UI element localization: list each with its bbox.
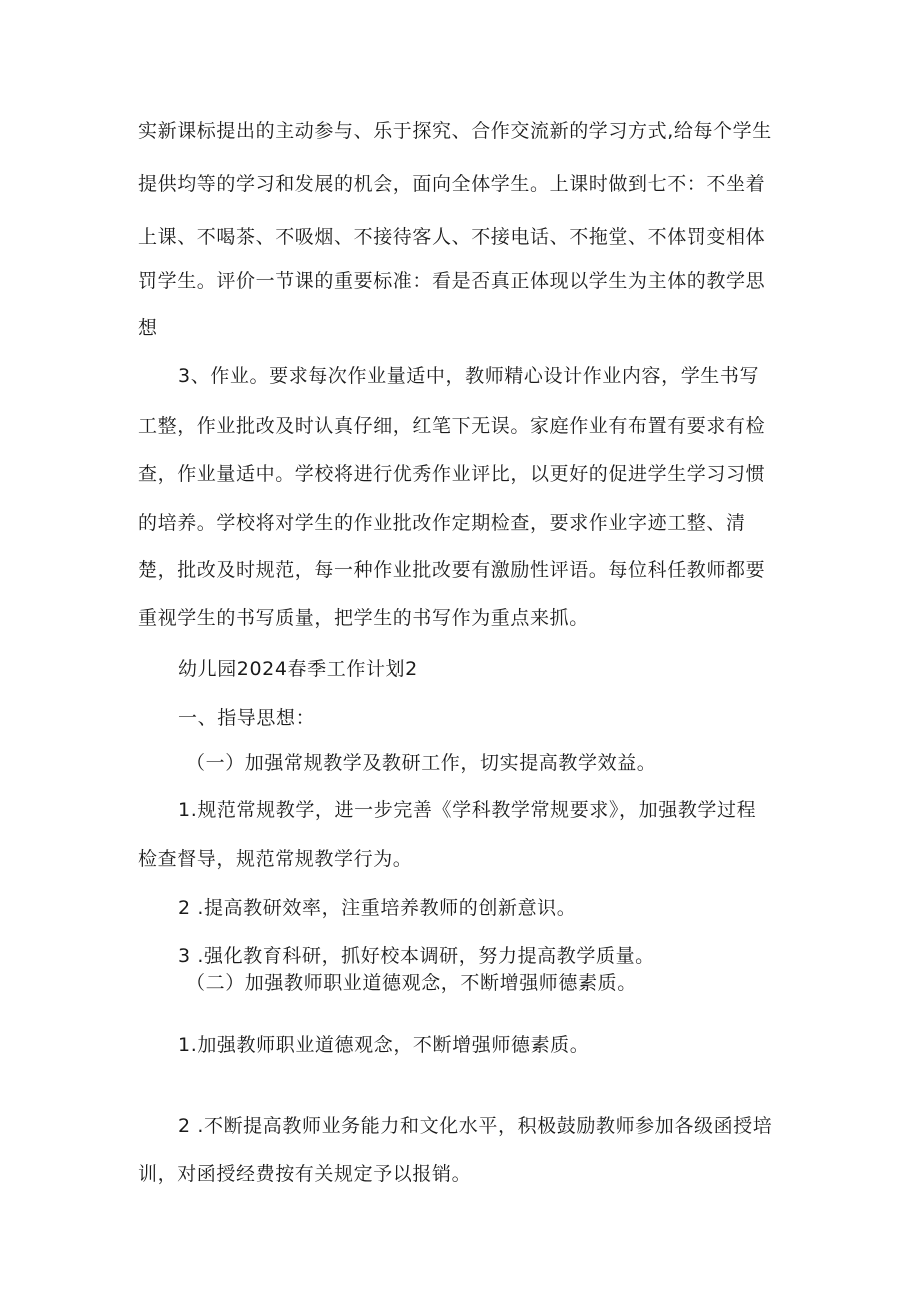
paragraph-line: 上课、不喝茶、不吸烟、不接待客人、不接电话、不拖堂、不体罚变相体 — [138, 226, 766, 248]
paragraph-line: 楚，批改及时规范，每一种作业批改要有激励性评语。每位科任教师都要 — [138, 559, 766, 581]
paragraph-line: 的培养。学校将对学生的作业批改作定期检查，要求作业字迹工整、清 — [138, 512, 746, 534]
list-item: 3 .强化教育科研，抓好校本调研，努力提高教学质量。 — [178, 945, 655, 967]
paragraph-line: 实新课标提出的主动参与、乐于探究、合作交流新的学习方式,给每个学生 — [138, 120, 772, 142]
paragraph-line: 想 — [138, 317, 158, 339]
list-item: 1.规范常规教学，进一步完善《学科教学常规要求》，加强教学过程 — [178, 799, 757, 821]
list-item: 1.加强教师职业道德观念，不断增强师德素质。 — [178, 1034, 590, 1056]
paragraph-line: 检查督导，规范常规教学行为。 — [138, 848, 413, 870]
paragraph-line: 3、作业。要求每次作业量适中，教师精心设计作业内容，学生书写 — [178, 365, 760, 387]
list-item: 2 .提高教研效率，注重培养教师的创新意识。 — [178, 897, 577, 919]
paragraph-line: 提供均等的学习和发展的机会，面向全体学生。上课时做到七不：不坐着 — [138, 173, 766, 195]
paragraph-line: 罚学生。评价一节课的重要标准：看是否真正体现以学生为主体的教学思 — [138, 270, 766, 292]
subheading-one: （一）加强常规教学及教研工作，切实提高教学效益。 — [186, 752, 657, 774]
list-item: 2 .不断提高教师业务能力和文化水平，积极鼓励教师参加各级函授培 — [178, 1115, 773, 1137]
paragraph-line: 训，对函授经费按有关规定予以报销。 — [138, 1163, 472, 1185]
section-title: 幼儿园2024春季工作计划2 — [178, 658, 418, 680]
paragraph-line: 重视学生的书写质量，把学生的书写作为重点来抓。 — [138, 607, 589, 629]
paragraph-line: 查，作业量适中。学校将进行优秀作业评比，以更好的促进学生学习习惯 — [138, 463, 766, 485]
heading-guiding-ideology: 一、指导思想： — [178, 707, 316, 729]
subheading-two: （二）加强教师职业道德观念，不断增强师德素质。 — [186, 972, 637, 994]
paragraph-line: 工整，作业批改及时认真仔细，红笔下无误。家庭作业有布置有要求有检 — [138, 415, 766, 437]
